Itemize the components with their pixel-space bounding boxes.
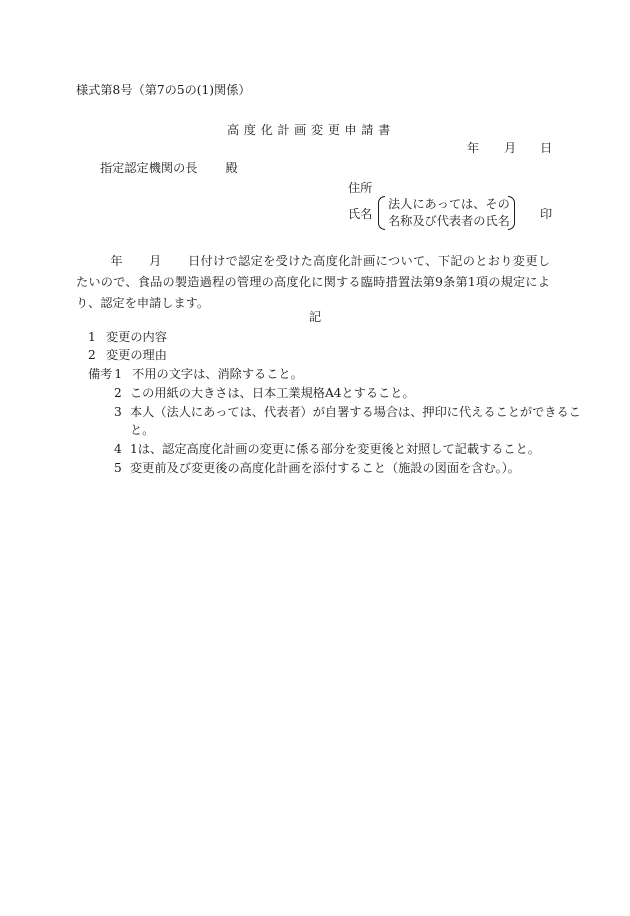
note-text: 不用の文字は、消除すること。: [132, 367, 303, 381]
remarks-note-2: [114, 387, 415, 399]
ki-marker: 記: [309, 310, 322, 324]
date-day-label: 日: [540, 141, 553, 155]
note-text: 1は、認定高度化計画の変更に係る部分を変更後と対照して記載すること。: [130, 442, 540, 456]
item-number: 2: [88, 348, 96, 362]
corporate-note-line-2: 名称及び代表者の氏名: [388, 214, 510, 228]
seal-mark: 印: [540, 207, 553, 221]
body-year-label: 年: [110, 254, 123, 268]
document-title: 高度化計画変更申請書: [227, 123, 395, 137]
date-year-label: 年: [467, 141, 480, 155]
item-change-reason: [88, 349, 167, 361]
right-bracket: [508, 196, 515, 230]
request-paragraph: [76, 251, 550, 314]
left-bracket: [378, 196, 385, 230]
note-text: 変更前及び変更後の高度化計画を添付すること（施設の図面を含む。）。: [130, 461, 520, 475]
note-text: この用紙の大きさは、日本工業規格A4とすること。: [130, 386, 415, 400]
note-number: 5: [114, 461, 122, 475]
note-text: 本人（法人にあっては、代表者）が自署する場合は、押印に代えることができるこ: [130, 405, 581, 419]
date-month-label: 月: [504, 141, 517, 155]
note-number: 2: [114, 386, 122, 400]
corporate-note-line-1: 法人にあっては、その: [388, 197, 510, 211]
addressee-name: 指定認定機関の長: [100, 161, 198, 175]
name-label: 氏名: [348, 207, 373, 221]
addressee: [100, 162, 238, 174]
remarks-note-3: [114, 406, 581, 418]
remarks-heading: 備考: [88, 367, 113, 381]
date-line: [467, 141, 553, 156]
address-label: 住所: [348, 181, 373, 195]
item-change-content: [88, 331, 167, 343]
note-number: 1: [114, 367, 123, 381]
remarks-note-5: [114, 462, 520, 474]
form-number: 様式第8号（第7の5の(1)関係）: [76, 83, 251, 97]
item-text: 変更の内容: [106, 330, 167, 344]
remarks-note-1: [88, 368, 303, 380]
body-month-label: 月: [148, 254, 162, 268]
addressee-honorific: 殿: [225, 161, 238, 175]
note-number: 3: [114, 405, 122, 419]
remarks-note-3-continuation: と。: [130, 423, 155, 437]
remarks-note-4: [114, 443, 540, 455]
item-text: 変更の理由: [106, 348, 167, 362]
body-text: 日付けで認定を受けた高度化計画について、下記のとおり変更したいので、食品の製造過程の管理の高度化に関する臨時措置法第9条第1項の規定により、認定を申請します。: [76, 254, 551, 310]
item-number: 1: [88, 330, 96, 344]
note-number: 4: [114, 442, 122, 456]
